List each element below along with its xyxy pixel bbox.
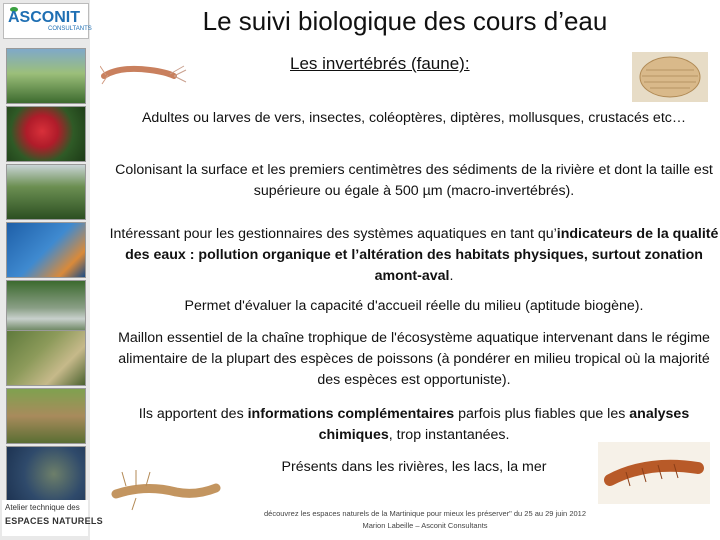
- shrimp-illustration: [100, 58, 188, 86]
- paragraph-capacity: Permet d'évaluer la capacité d'accueil réelle du milieu (aptitude biogène).: [184, 298, 644, 314]
- indicators-text-c: .: [449, 268, 454, 284]
- paragraph-presence: Présents dans les rivières, les lacs, la mer: [281, 459, 547, 475]
- river-photo: [6, 280, 86, 336]
- paragraph-habitat: Colonisant la surface et les premiers centimètres des sédiments de la rivière et dont la taille est supérieure ou égale à 500 µm (macro-invertébrés).: [115, 162, 713, 199]
- slide-subtitle: Les invertébrés (faune):: [290, 54, 470, 73]
- indicators-text-a: Intéressant pour les gestionnaires des systèmes aquatiques en tant qu’: [109, 226, 557, 242]
- atelier-line1: Atelier technique des: [5, 503, 80, 512]
- reef-photo: [6, 222, 86, 278]
- paragraph-information: [108, 404, 720, 446]
- footer-line2: Marion Labeille – Asconit Consultants: [362, 521, 488, 530]
- paragraph-trophic-chain: Maillon essentiel de la chaîne trophique de l'écosystème aquatique intervenant dans le régime alimentaire de la plupart des espèces de poissons (à pondérer en milieu tropical où la majorité des espèces est opportuniste).: [118, 330, 710, 388]
- logo-text: ASCONIT: [8, 9, 80, 26]
- boardwalk-photo: [6, 388, 86, 444]
- atelier-line2: ESPACES NATURELS: [5, 516, 103, 526]
- indicators-text-bold: indicateurs de la qualité des eaux : pollution organique et l’altération des habitats physiques, surtout zonation amont-aval: [125, 226, 719, 284]
- paragraph-indicators: [108, 224, 720, 287]
- asconit-logo: [3, 3, 92, 39]
- forest-photo: [6, 164, 86, 220]
- information-text-bold-1: informations complémentaires: [247, 406, 455, 422]
- iguana-photo: [6, 330, 86, 386]
- information-text-a: Ils apportent des: [138, 406, 248, 422]
- information-text-c: parfois plus fiables que les: [454, 406, 630, 422]
- flower-photo: [6, 106, 86, 162]
- turtle-photo: [6, 446, 86, 502]
- slide-title: Le suivi biologique des cours d’eau: [202, 6, 608, 36]
- sidebar: [0, 0, 103, 540]
- information-text-bold-2: analyses chimiques: [318, 406, 690, 443]
- coastline-photo: [6, 48, 86, 104]
- paragraph-composition: Adultes ou larves de vers, insectes, coléoptères, diptères, mollusques, crustacés etc…: [141, 110, 687, 126]
- footer-line1: découvrez les espaces naturels de la Martinique pour mieux les préserver" du 25 au 29 juin 2012: [263, 509, 587, 518]
- atelier-logo: [2, 500, 103, 536]
- information-text-e: , trop instantanées.: [388, 427, 510, 443]
- logo-subtext: CONSULTANTS: [48, 26, 92, 32]
- isopod-photo: [632, 52, 708, 102]
